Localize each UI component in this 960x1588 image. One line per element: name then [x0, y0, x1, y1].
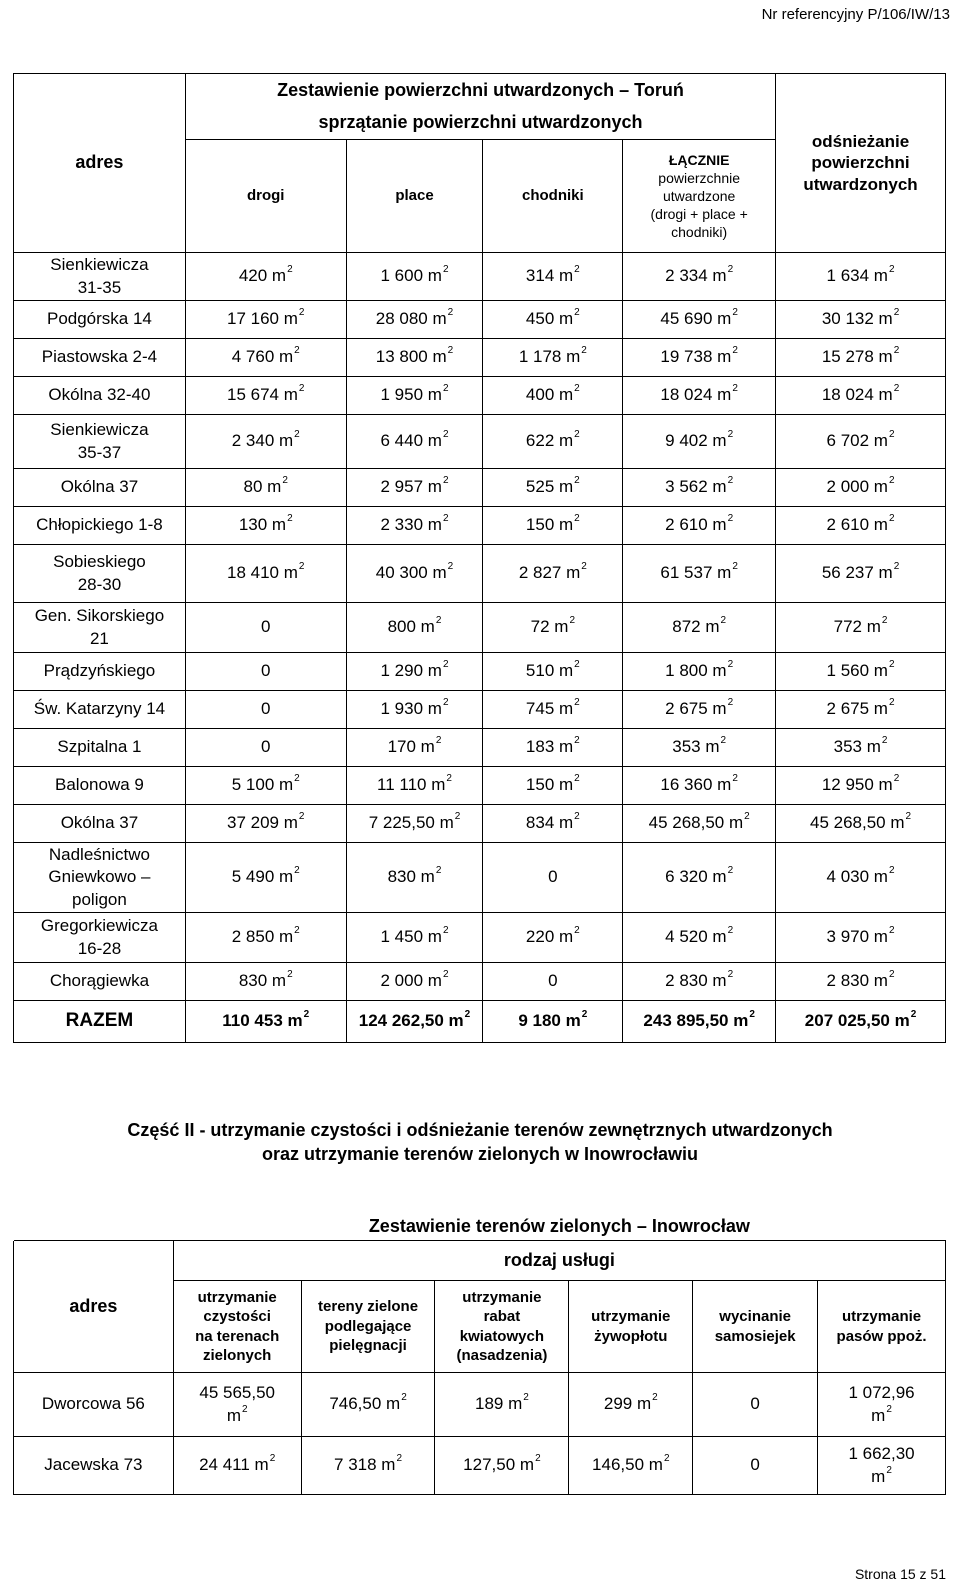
cell-value: 28 080 $m^2$	[346, 301, 483, 339]
cell-value: 0	[483, 843, 623, 913]
table1-title: Zestawienie powierzchni utwardzonych – Toruń	[185, 74, 775, 107]
cell-value: 16 360 $m^2$	[623, 767, 776, 805]
cell-value: 1 450 $m^2$	[346, 913, 483, 963]
total-value: 110 453 $m^2$	[185, 1001, 346, 1043]
header-adres: adres	[14, 74, 186, 253]
cell-value: 1 800 $m^2$	[623, 653, 776, 691]
cell-value: 1 930 $m^2$	[346, 691, 483, 729]
cell-value: 1 178 $m^2$	[483, 339, 623, 377]
total-value: 9 180 $m^2$	[483, 1001, 623, 1043]
cell-value: 13 800 $m^2$	[346, 339, 483, 377]
header-c2: tereny zielone podlegające pielęgnacji	[301, 1281, 435, 1373]
table-row	[14, 1437, 946, 1495]
cell-value: 12 950 $m^2$	[776, 767, 946, 805]
cell-value: 622 $m^2$	[483, 415, 623, 469]
header-c4: utrzymanie żywopłotu	[569, 1281, 693, 1373]
table-row	[14, 805, 946, 843]
cell-value: 1 600 $m^2$	[346, 253, 483, 301]
cell-value: 61 537 $m^2$	[623, 545, 776, 603]
cell-value: 1 290 $m^2$	[346, 653, 483, 691]
table-row	[14, 729, 946, 767]
cell-adres: Balonowa 9	[14, 767, 186, 805]
table-green-areas	[13, 1212, 946, 1495]
table-row	[14, 843, 946, 913]
cell-value: 19 738 $m^2$	[623, 339, 776, 377]
cell-adres: Jacewska 73	[14, 1437, 174, 1495]
cell-value: 0	[185, 603, 346, 653]
cell-value: 146,50 $m^2$	[569, 1437, 693, 1495]
table-row	[14, 545, 946, 603]
table-row	[14, 691, 946, 729]
cell-value: 314 $m^2$	[483, 253, 623, 301]
cell-adres: Dworcowa 56	[14, 1373, 174, 1437]
cell-value: 4 520 $m^2$	[623, 913, 776, 963]
header-drogi: drogi	[185, 140, 346, 253]
cell-value: 24 411 $m^2$	[173, 1437, 301, 1495]
cell-adres: Chłopickiego 1-8	[14, 507, 186, 545]
cell-value: 1 634 $m^2$	[776, 253, 946, 301]
cell-value: 510 $m^2$	[483, 653, 623, 691]
cell-value: 7 318 $m^2$	[301, 1437, 435, 1495]
header-adres-2: adres	[14, 1241, 174, 1373]
cell-adres: Prądzyńskiego	[14, 653, 186, 691]
cell-value: 2 675 $m^2$	[776, 691, 946, 729]
table-row	[14, 301, 946, 339]
cell-value: 420 $m^2$	[185, 253, 346, 301]
cell-adres: Podgórska 14	[14, 301, 186, 339]
cell-adres: Gen. Sikorskiego 21	[14, 603, 186, 653]
cell-value: 56 237 $m^2$	[776, 545, 946, 603]
table-row	[14, 253, 946, 301]
cell-value: 2 330 $m^2$	[346, 507, 483, 545]
cell-adres: Św. Katarzyny 14	[14, 691, 186, 729]
cell-value: 11 110 $m^2$	[346, 767, 483, 805]
cell-value: 220 $m^2$	[483, 913, 623, 963]
cell-value: 183 $m^2$	[483, 729, 623, 767]
cell-value: 45 690 $m^2$	[623, 301, 776, 339]
table-row	[14, 767, 946, 805]
cell-adres: Sienkiewicza 31-35	[14, 253, 186, 301]
table-row	[14, 339, 946, 377]
cell-value: 0	[185, 653, 346, 691]
cell-value: 450 $m^2$	[483, 301, 623, 339]
table1-subtitle: sprzątanie powierzchni utwardzonych	[185, 107, 775, 140]
cell-value: 2 000 $m^2$	[776, 469, 946, 507]
cell-value: 45 565,50 $m^2$	[173, 1373, 301, 1437]
cell-value: 18 024 $m^2$	[623, 377, 776, 415]
table-row	[14, 603, 946, 653]
cell-value: 353 $m^2$	[776, 729, 946, 767]
cell-value: 130 $m^2$	[185, 507, 346, 545]
cell-value: 189 $m^2$	[435, 1373, 569, 1437]
cell-value: 0	[483, 963, 623, 1001]
cell-value: 4 760 $m^2$	[185, 339, 346, 377]
cell-value: 525 $m^2$	[483, 469, 623, 507]
cell-value: 2 850 $m^2$	[185, 913, 346, 963]
cell-value: 37 209 $m^2$	[185, 805, 346, 843]
cell-value: 72 $m^2$	[483, 603, 623, 653]
cell-value: 0	[185, 729, 346, 767]
cell-value: 746,50 $m^2$	[301, 1373, 435, 1437]
header-c6: utrzymanie pasów ppoż.	[818, 1281, 946, 1373]
cell-value: 0	[693, 1437, 818, 1495]
total-row	[14, 1001, 946, 1043]
total-value: 124 262,50 $m^2$	[346, 1001, 483, 1043]
cell-adres: Piastowska 2-4	[14, 339, 186, 377]
cell-adres: Sienkiewicza 35-37	[14, 415, 186, 469]
cell-value: 6 320 $m^2$	[623, 843, 776, 913]
cell-value: 0	[693, 1373, 818, 1437]
table-row	[14, 507, 946, 545]
cell-value: 1 560 $m^2$	[776, 653, 946, 691]
total-label: RAZEM	[14, 1001, 186, 1043]
total-value: 207 025,50 $m^2$	[776, 1001, 946, 1043]
cell-value: 2 610 $m^2$	[776, 507, 946, 545]
table2-subtitle: rodzaj usługi	[173, 1241, 945, 1281]
header-odsniezanie: odśnieżanie powierzchni utwardzonych	[776, 74, 946, 253]
cell-value: 2 675 $m^2$	[623, 691, 776, 729]
cell-value: 30 132 $m^2$	[776, 301, 946, 339]
cell-value: 1 072,96 $m^2$	[818, 1373, 946, 1437]
header-place: place	[346, 140, 483, 253]
cell-value: 7 225,50 $m^2$	[346, 805, 483, 843]
cell-value: 9 402 $m^2$	[623, 415, 776, 469]
table2-title: Zestawienie terenów zielonych – Inowrocław	[368, 1215, 750, 1236]
reference-number: Nr referencyjny P/106/IW/13	[761, 6, 950, 23]
cell-value: 18 410 $m^2$	[185, 545, 346, 603]
cell-value: 150 $m^2$	[483, 767, 623, 805]
cell-value: 170 $m^2$	[346, 729, 483, 767]
cell-adres: Nadleśnictwo Gniewkowo – poligon	[14, 843, 186, 913]
cell-value: 2 957 $m^2$	[346, 469, 483, 507]
cell-value: 45 268,50 $m^2$	[776, 805, 946, 843]
total-value: 243 895,50 $m^2$	[623, 1001, 776, 1043]
header-c1: utrzymanie czystości na terenach zielonych	[173, 1281, 301, 1373]
header-c5: wycinanie samosiejek	[693, 1281, 818, 1373]
cell-adres: Okólna 37	[14, 469, 186, 507]
cell-value: 40 300 $m^2$	[346, 545, 483, 603]
cell-value: 5 490 $m^2$	[185, 843, 346, 913]
cell-value: 830 $m^2$	[185, 963, 346, 1001]
cell-value: 2 340 $m^2$	[185, 415, 346, 469]
cell-value: 400 $m^2$	[483, 377, 623, 415]
table-row	[14, 469, 946, 507]
header-lacznie: ŁĄCZNIE powierzchnie utwardzone (drogi + place + chodniki)	[623, 140, 776, 253]
cell-value: 2 830 $m^2$	[776, 963, 946, 1001]
header-c3: utrzymanie rabat kwiatowych (nasadzenia)	[435, 1281, 569, 1373]
cell-value: 45 268,50 $m^2$	[623, 805, 776, 843]
cell-value: 17 160 $m^2$	[185, 301, 346, 339]
cell-adres: Okólna 32-40	[14, 377, 186, 415]
cell-adres: Chorągiewka	[14, 963, 186, 1001]
cell-value: 834 $m^2$	[483, 805, 623, 843]
cell-value: 4 030 $m^2$	[776, 843, 946, 913]
cell-value: 15 674 $m^2$	[185, 377, 346, 415]
cell-value: 3 562 $m^2$	[623, 469, 776, 507]
cell-adres: Sobieskiego 28-30	[14, 545, 186, 603]
cell-value: 15 278 $m^2$	[776, 339, 946, 377]
cell-value: 2 610 $m^2$	[623, 507, 776, 545]
cell-adres: Szpitalna 1	[14, 729, 186, 767]
cell-value: 3 970 $m^2$	[776, 913, 946, 963]
cell-value: 5 100 $m^2$	[185, 767, 346, 805]
cell-value: 0	[185, 691, 346, 729]
cell-value: 1 950 $m^2$	[346, 377, 483, 415]
section-heading: Część II - utrzymanie czystości i odśnieżanie terenów zewnętrznych utwardzonych oraz utrzymanie terenów zielonych w Inowrocławiu	[127, 1120, 833, 1164]
cell-value: 800 $m^2$	[346, 603, 483, 653]
table-row	[14, 1373, 946, 1437]
cell-adres: Okólna 37	[14, 805, 186, 843]
cell-value: 2 830 $m^2$	[623, 963, 776, 1001]
cell-value: 127,50 $m^2$	[435, 1437, 569, 1495]
table-row	[14, 963, 946, 1001]
cell-value: 6 702 $m^2$	[776, 415, 946, 469]
cell-value: 80 $m^2$	[185, 469, 346, 507]
table-row	[14, 377, 946, 415]
cell-value: 872 $m^2$	[623, 603, 776, 653]
cell-value: 2 827 $m^2$	[483, 545, 623, 603]
cell-value: 150 $m^2$	[483, 507, 623, 545]
cell-value: 830 $m^2$	[346, 843, 483, 913]
cell-value: 6 440 $m^2$	[346, 415, 483, 469]
cell-value: 353 $m^2$	[623, 729, 776, 767]
table-row	[14, 415, 946, 469]
header-chodniki: chodniki	[483, 140, 623, 253]
cell-value: 2 334 $m^2$	[623, 253, 776, 301]
table-paved-surfaces	[13, 73, 946, 1043]
cell-value: 18 024 $m^2$	[776, 377, 946, 415]
page-number: Strona 15 z 51	[854, 1566, 946, 1582]
table-row	[14, 913, 946, 963]
cell-value: 2 000 $m^2$	[346, 963, 483, 1001]
cell-adres: Gregorkiewicza 16-28	[14, 913, 186, 963]
table-row	[14, 653, 946, 691]
cell-value: 745 $m^2$	[483, 691, 623, 729]
cell-value: 299 $m^2$	[569, 1373, 693, 1437]
cell-value: 772 $m^2$	[776, 603, 946, 653]
cell-value: 1 662,30 $m^2$	[818, 1437, 946, 1495]
